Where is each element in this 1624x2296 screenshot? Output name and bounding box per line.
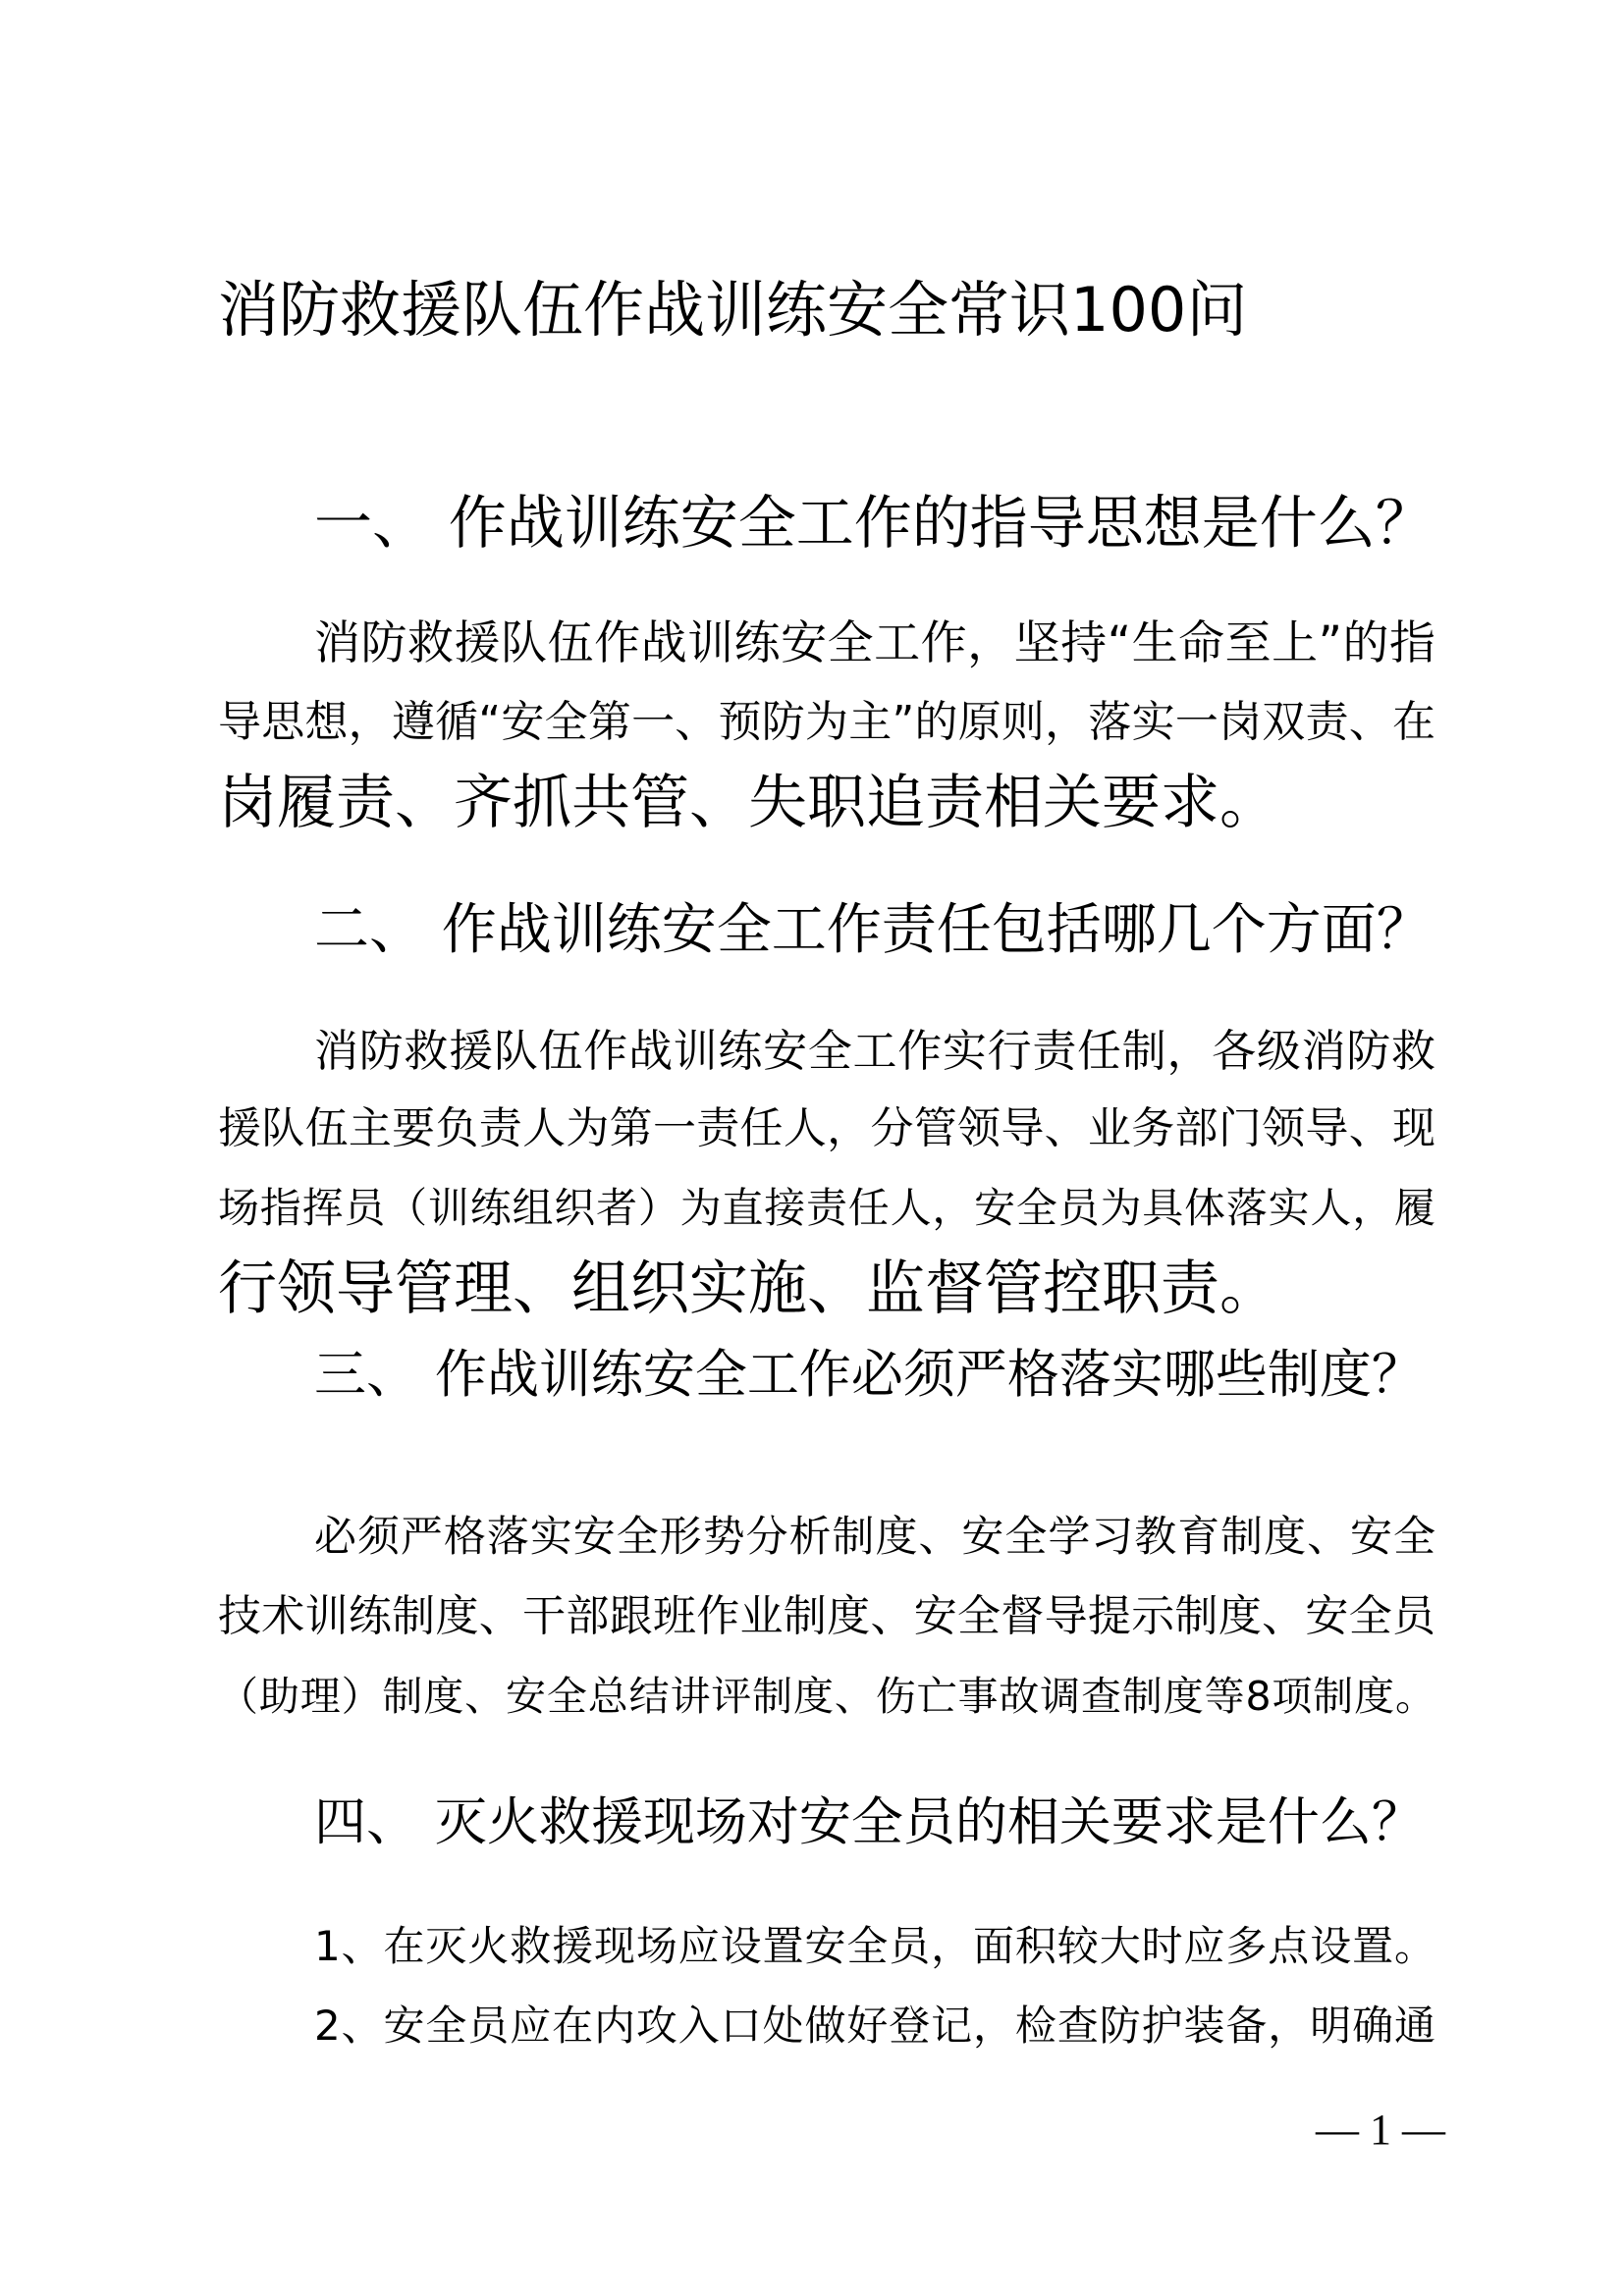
section-3-answer-line: 技术训练制度、干部跟班作业制度、安全督导提示制度、安全员 xyxy=(218,1591,1435,1641)
section-2-answer-line: 消防救援队伍作战训练安全工作实行责任制，各级消防救 xyxy=(314,1025,1435,1077)
section-1-answer-line: 导思想，遵循“安全第一、预防为主”的原则，落实一岗双责、在 xyxy=(218,697,1435,747)
section-2-answer-line: 行领导管理、组织实施、监督管控职责。 xyxy=(218,1255,1278,1323)
section-4-answer-line: 1、在灭火救援现场应设置安全员，面积较大时应多点设置。 xyxy=(314,1922,1435,1970)
section-3-question: 三、 作战训练安全工作必须严格落实哪些制度？ xyxy=(314,1345,1424,1405)
section-1-answer-line: 岗履责、齐抓共管、失职追责相关要求。 xyxy=(218,769,1278,837)
section-3-answer-line: 必须严格落实安全形势分析制度、安全学习教育制度、安全 xyxy=(314,1513,1435,1562)
section-2-question: 二、 作战训练安全工作责任包括哪几个方面？ xyxy=(314,898,1432,962)
section-4-question: 四、 灭火救援现场对安全员的相关要求是什么？ xyxy=(314,1792,1424,1852)
section-2-answer-line: 援队伍主要负责人为第一责任人，分管领导、业务部门领导、现 xyxy=(218,1103,1435,1153)
section-3-answer-line: （助理）制度、安全总结讲评制度、伤亡事故调查制度等8项制度。 xyxy=(218,1673,1435,1720)
page-number: — 1 — xyxy=(1316,2106,1445,2154)
section-4-answer-line: 2、安全员应在内攻入口处做好登记，检查防护装备，明确通 xyxy=(314,2002,1435,2050)
document-title: 消防救援队伍作战训练安全常识100问 xyxy=(218,274,1248,346)
section-1-question: 一、 作战训练安全工作的指导思想是什么？ xyxy=(314,489,1434,557)
section-1-answer-line: 消防救援队伍作战训练安全工作，坚持“生命至上”的指 xyxy=(314,616,1435,670)
section-2-answer-line: 场指挥员（训练组织者）为直接责任人，安全员为具体落实人，履 xyxy=(218,1184,1435,1232)
